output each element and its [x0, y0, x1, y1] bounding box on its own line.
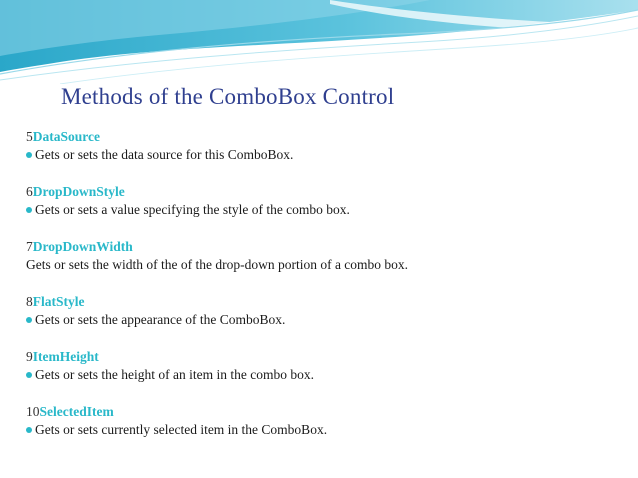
- methods-list: [26, 128, 626, 458]
- item-description: Gets or sets currently selected item in the ComboBox.: [35, 422, 328, 437]
- item-heading: [26, 238, 626, 255]
- item-number: 8: [26, 294, 33, 309]
- list-item: [26, 403, 626, 440]
- bullet-icon: [26, 427, 32, 433]
- item-description: Gets or sets the width of the of the drop-down portion of a combo box.: [26, 257, 409, 272]
- bullet-icon: [26, 317, 32, 323]
- list-item: [26, 293, 626, 330]
- item-description-row: [26, 255, 626, 275]
- item-number: 5: [26, 129, 33, 144]
- item-description-row: [26, 310, 626, 330]
- slide-title: Methods of the ComboBox Control: [61, 84, 395, 109]
- item-description: Gets or sets the data source for this ComboBox.: [35, 147, 294, 162]
- header-wave-decoration: [0, 0, 638, 84]
- item-heading: [26, 348, 626, 365]
- list-item: [26, 238, 626, 275]
- item-number: 9: [26, 349, 33, 364]
- item-description-row: [26, 145, 626, 165]
- list-item: [26, 183, 626, 220]
- item-description-row: [26, 365, 626, 385]
- item-heading: [26, 403, 626, 420]
- item-description-row: [26, 420, 626, 440]
- item-name: DropDownWidth: [32, 239, 133, 254]
- item-heading: [26, 128, 626, 145]
- bullet-icon: [26, 152, 32, 158]
- item-name: ItemHeight: [32, 349, 99, 364]
- item-name: FlatStyle: [32, 294, 85, 309]
- item-name: DropDownStyle: [32, 184, 125, 199]
- item-heading: [26, 293, 626, 310]
- list-item: [26, 348, 626, 385]
- item-name: SelectedItem: [39, 404, 114, 419]
- item-heading: [26, 183, 626, 200]
- bullet-icon: [26, 372, 32, 378]
- item-description: Gets or sets the appearance of the ComboBox.: [35, 312, 286, 327]
- item-description: Gets or sets a value specifying the style of the combo box.: [35, 202, 350, 217]
- item-number: 10: [26, 404, 40, 419]
- item-description-row: [26, 200, 626, 220]
- item-number: 6: [26, 184, 33, 199]
- item-name: DataSource: [32, 129, 100, 144]
- item-number: 7: [26, 239, 33, 254]
- list-item: [26, 128, 626, 165]
- bullet-icon: [26, 207, 32, 213]
- item-description: Gets or sets the height of an item in the combo box.: [35, 367, 314, 382]
